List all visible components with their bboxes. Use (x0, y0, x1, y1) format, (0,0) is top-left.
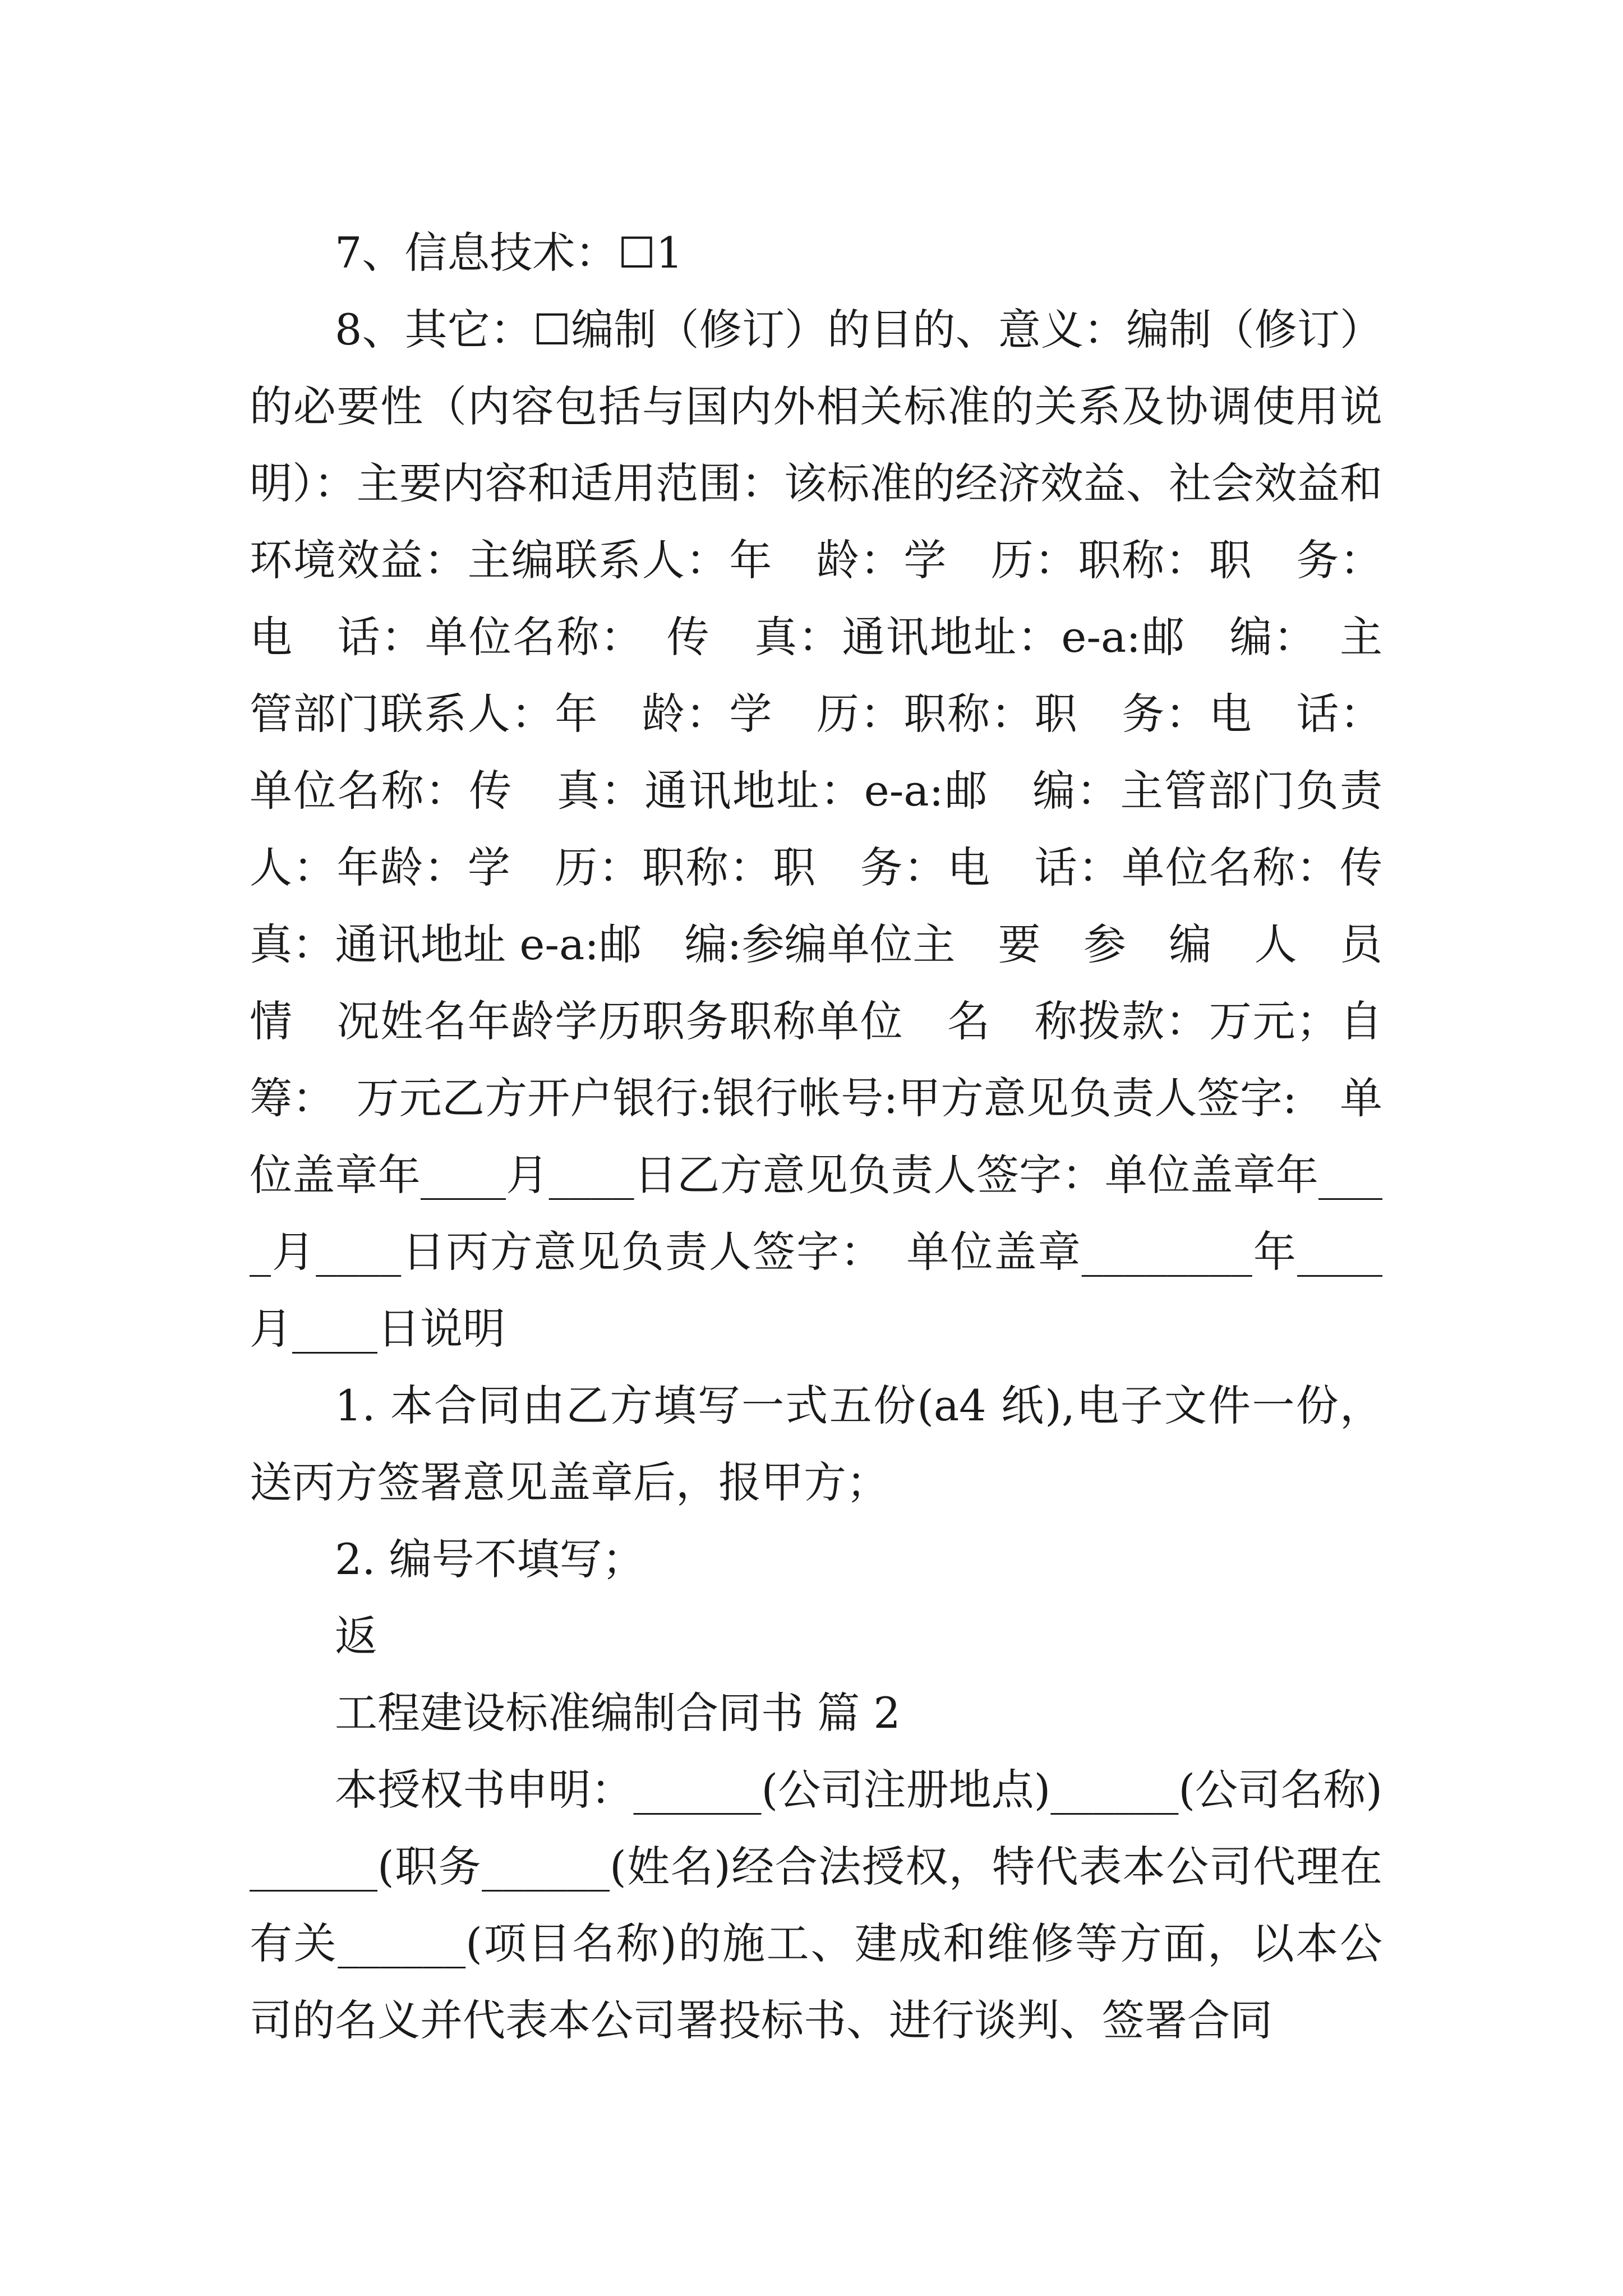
section-heading: 工程建设标准编制合同书 篇 2 (335, 1688, 901, 1738)
document-body (250, 214, 1425, 2059)
paragraph-other-details: 8、其它：☐编制（修订）的目的、意义：编制（修订）的必要性（内容包括与国内外相关标准的关系及协调使用说明）：主要内容和适用范围：该标准的经济效益、社会效益和环境效益：主编联系人：年 龄：学 历：职称：职 务：电 话：单位名称： 传 真：通讯地址：e-a:邮 编： 主管部门联系人：年 龄：学 历：职称：职 务：电 话：单位名称：传 真：通讯地址：e-a:邮 编：主管部门负责人：年龄：学 历：职称：职 务：电 话：单位名称：传 真：通讯地址 e-a:邮 编:参编单位主 要 参 编 人 员 情 况姓名年龄学历职务职称单位 名 称拨款：万元；自筹： 万元乙方开户银行:银行帐号:甲方意见负责人签字: 单位盖章年____月____日乙方意见负责人签字：单位盖章年____月____日丙方意见负责人签字： 单位盖章________年____月____日说明 (250, 305, 1425, 1354)
paragraph-note-2: 2. 编号不填写； (335, 1534, 645, 1584)
paragraph-info-tech: 7、信息技术：☐1 (335, 228, 683, 278)
paragraph-authorization: 本授权书申明：______(公司注册地点)______(公司名称)______(职务______(姓名)经合法授权，特代表本公司代理在有关______(项目名称)的施工、建成和维修等方面，以本公司的名义并代表本公司署投标书、进行谈判、签署合同 (250, 1765, 1382, 2045)
paragraph-note-1: 1. 本合同由乙方填写一式五份(a4 纸),电子文件一份，送丙方签署意见盖章后，报甲方； (250, 1381, 1382, 1507)
paragraph-return: 返 (335, 1611, 377, 1661)
